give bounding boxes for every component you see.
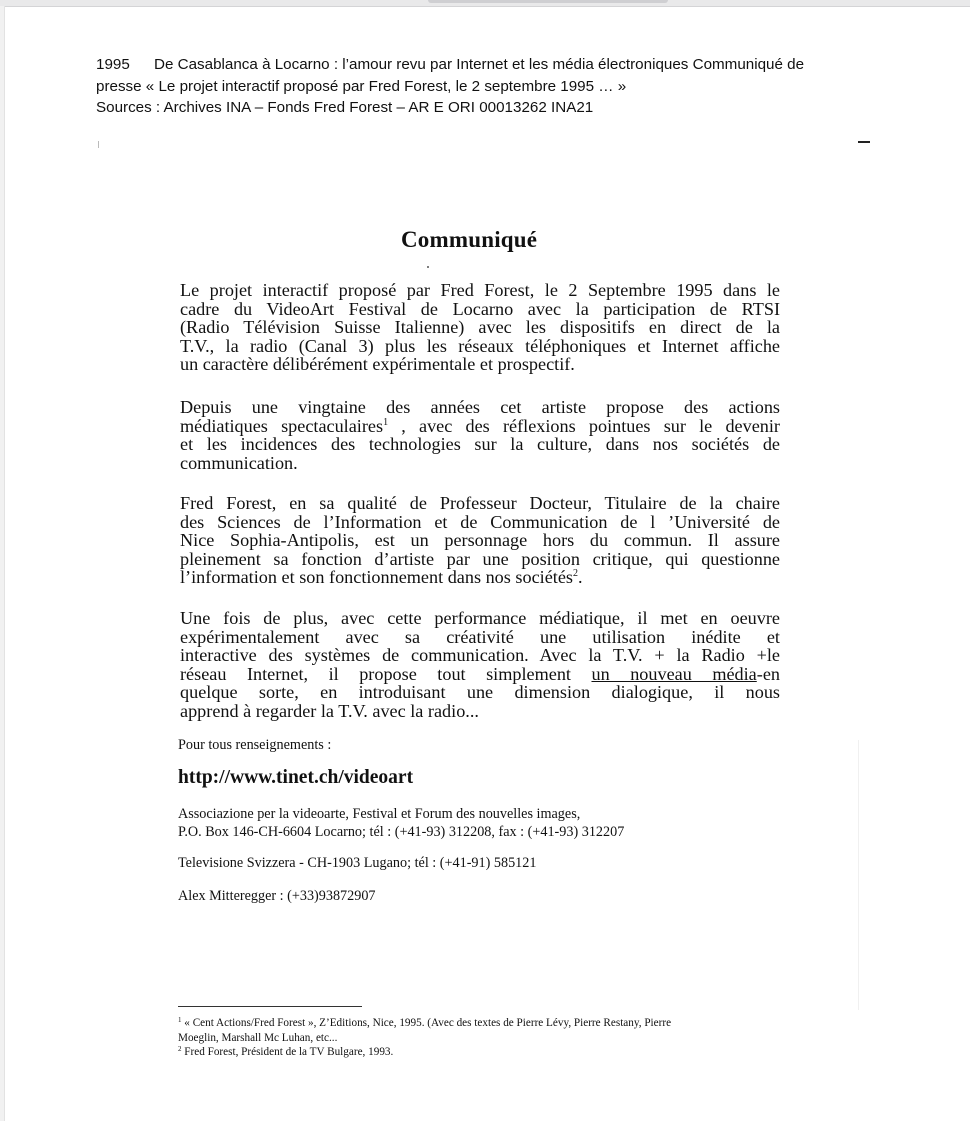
paragraph-line: Nice Sophia-Antipolis, est un personnage hors du commun. Il assure	[180, 530, 780, 550]
paragraph-line: T.V., la radio (Canal 3) plus les réseaux téléphoniques et Internet affiche	[180, 335, 780, 356]
footnote-divider	[178, 1006, 362, 1007]
paragraph-line: médiatiques spectaculaires$^1$ , avec des réflexions pointues sur le devenir	[180, 415, 780, 436]
contact-association: Associazione per la videoarte, Festival et Forum des nouvelles images, P.O. Box 146-CH-6604 Locarno; tél : (+41-93) 312208, fax : (+41-93) 312207	[178, 806, 625, 840]
paragraph-line: interactive des systèmes de communication. Avec la T.V. + la Radio +le	[180, 645, 780, 665]
header-year: 1995	[96, 56, 130, 73]
paragraph-line: des Sciences de l’Information et de Communication de l ’Université de	[180, 511, 780, 532]
paragraph-line: expérimentalement avec sa créativité une utilisation inédite et	[180, 626, 780, 647]
paragraph-line: communication.	[180, 452, 298, 473]
paragraph-line: l’information et son fonctionnement dans nos sociétés$^2$.	[180, 567, 583, 587]
paragraph-line: apprend à regarder la T.V. avec la radio...	[180, 700, 479, 721]
paragraph-line: Une fois de plus, avec cette performance médiatique, il met en oeuvre	[180, 608, 780, 628]
footnote-1: $^1$ « Cent Actions/Fred Forest », Z’Editions, Nice, 1995. (Avec des textes de Pierre Lévy, Pierre Restany, Pierre	[178, 1016, 672, 1029]
info-label: Pour tous renseignements :	[178, 737, 332, 753]
paragraph-line: cadre du VideoArt Festival de Locarno avec la participation de RTSI	[180, 298, 780, 319]
paragraph-3	[180, 494, 780, 587]
window-left-edge	[0, 6, 5, 1121]
document-header	[96, 54, 896, 119]
window-tab-handle[interactable]	[428, 0, 668, 3]
scan-dash-mark	[858, 141, 870, 143]
paragraph-line: Le projet interactif proposé par Fred Forest, le 2 Septembre 1995 dans le	[180, 280, 780, 300]
scan-edge-mark	[858, 740, 859, 1010]
paragraph-line: réseau Internet, il propose tout simplement un nouveau média-en	[180, 663, 780, 684]
paragraph-line: (Radio Télévision Suisse Italienne) avec les dispositifs en direct de la	[180, 317, 780, 337]
footnote-1-cont: Moeglin, Marshall Mc Luhan, etc...	[178, 1031, 338, 1044]
paragraph-line: Depuis une vingtaine des années cet artiste propose des actions	[180, 397, 780, 417]
underlined-phrase: un nouveau média	[591, 663, 757, 684]
contact-televisione: Televisione Svizzera - CH-1903 Lugano; tél : (+41-91) 585121	[178, 855, 537, 871]
footnote-ref-1[interactable]: 1	[383, 416, 389, 428]
contact-alex: Alex Mitteregger : (+33)93872907	[178, 888, 376, 904]
header-line-1: 1995 De Casablanca à Locarno : l’amour revu par Internet et les média électroniques Communiqué de	[96, 54, 896, 76]
footnote-2: $^2$ Fred Forest, Président de la TV Bulgare, 1993.	[178, 1045, 394, 1058]
footnote-ref-2[interactable]: 2	[572, 568, 578, 579]
paragraph-line: Fred Forest, en sa qualité de Professeur Docteur, Titulaire de la chaire	[180, 493, 780, 513]
paragraph-line: et les incidences des technologies sur la culture, dans nos sociétés de	[180, 434, 780, 454]
header-sources: Sources : Archives INA – Fonds Fred Forest – AR E ORI 00013262 INA21	[96, 99, 594, 116]
paragraph-line: pleinement sa fonction d’artiste par une position critique, qui questionne	[180, 548, 780, 569]
paragraph-4	[180, 609, 780, 720]
paragraph-2	[180, 398, 780, 472]
header-line-2: presse « Le projet interactif proposé par Fred Forest, le 2 septembre 1995 … »	[96, 77, 627, 95]
paragraph-1	[180, 281, 780, 374]
paragraph-line: quelque sorte, en introduisant une dimension dialogique, il nous	[180, 682, 780, 702]
scan-mark	[98, 141, 99, 148]
scan-dot	[427, 266, 429, 268]
page-title: Communiqué	[401, 227, 538, 252]
paragraph-line: un caractère délibérément expérimentale et prospectif.	[180, 354, 575, 374]
website-link[interactable]: http://www.tinet.ch/videoart	[178, 767, 414, 788]
footnotes	[178, 1016, 758, 1060]
